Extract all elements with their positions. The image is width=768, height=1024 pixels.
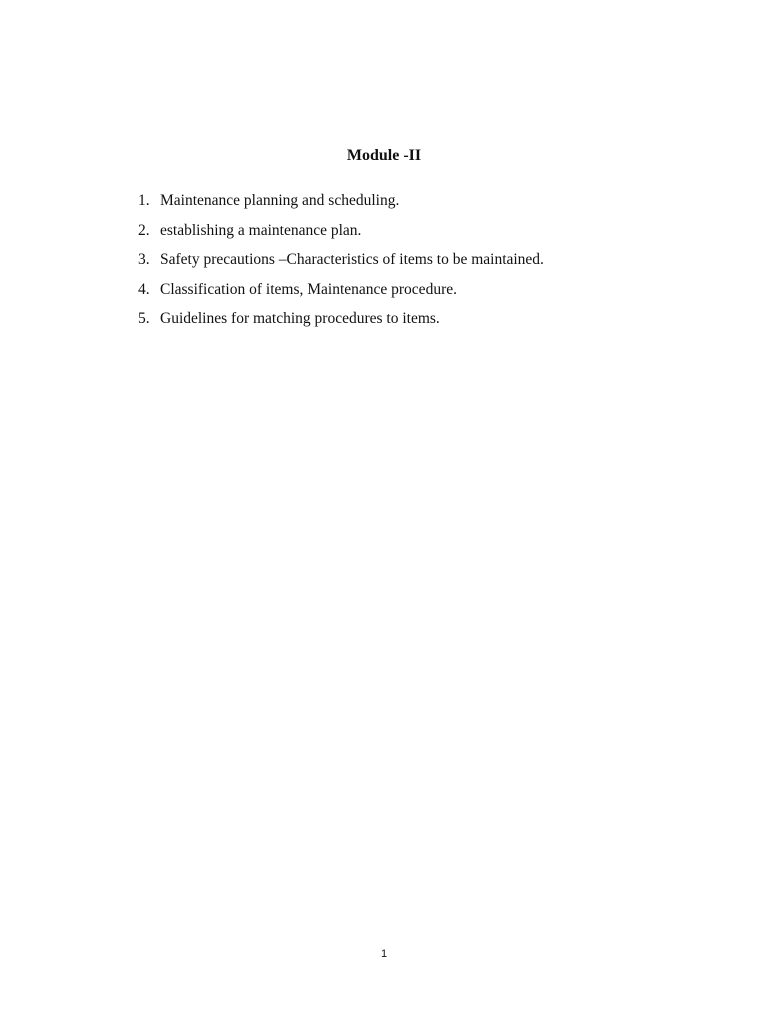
item-number: 5. (138, 310, 150, 327)
item-text: Safety precautions –Characteristics of items to be maintained. (160, 251, 544, 268)
item-number: 4. (138, 280, 150, 298)
item-text: Classification of items, Maintenance procedure. (160, 280, 457, 298)
item-text: Maintenance planning and scheduling. (160, 192, 400, 209)
list-item (138, 280, 544, 310)
module-title: Module -II (346, 147, 422, 164)
list-item (138, 191, 544, 221)
topic-list (138, 191, 544, 339)
item-number: 3. (138, 251, 150, 268)
item-number: 2. (138, 221, 150, 239)
item-text: establishing a maintenance plan. (160, 221, 362, 239)
item-text: Guidelines for matching procedures to items. (160, 310, 440, 327)
list-item (138, 250, 544, 280)
item-number: 1. (138, 192, 150, 209)
page-number: 1 (380, 948, 388, 960)
list-item (138, 309, 544, 339)
list-item (138, 221, 544, 251)
